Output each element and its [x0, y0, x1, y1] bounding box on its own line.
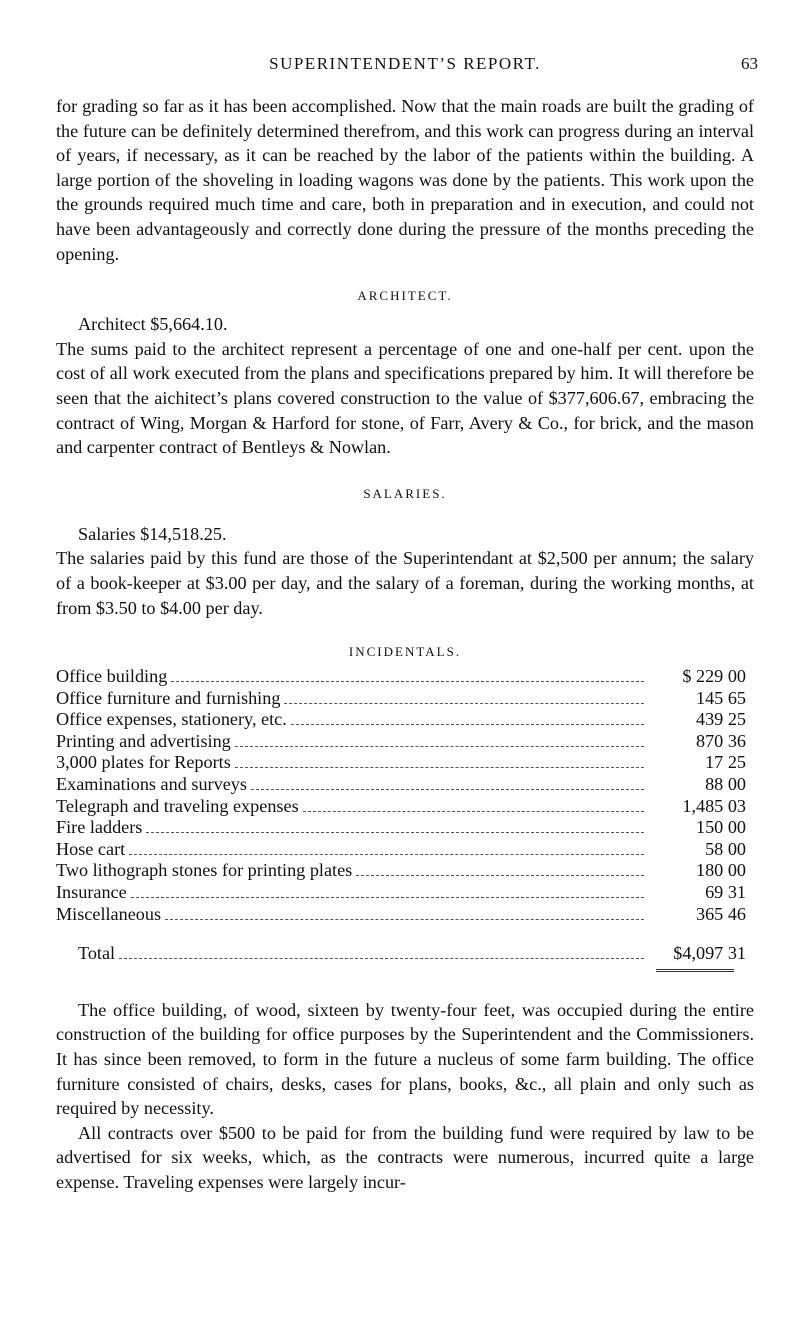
ledger-label: Examinations and surveys: [56, 774, 247, 795]
ledger-row: [56, 904, 754, 926]
ledger-row: [56, 839, 754, 861]
ledger-amount: 69 31: [705, 882, 746, 903]
dot-leader: [284, 703, 644, 704]
ledger-amount: 180 00: [695, 860, 746, 881]
dot-leader: [119, 958, 644, 959]
ledger-row: [56, 752, 754, 774]
ledger-amount: 88 00: [705, 774, 746, 795]
salaries-paragraph: The salaries paid by this fund are those of the Superintendant at $2,500 per annum; the salary of a book-keeper at $3.00 per day, and the salary of a foreman, during the working months, at from $3.50 to $4.00 per day.: [56, 548, 754, 618]
ledger-row: [56, 774, 754, 796]
ledger-amount: 439 25: [695, 709, 746, 730]
spacer: [56, 972, 754, 998]
ledger-label: Miscellaneous: [56, 903, 162, 924]
ledger-label: Insurance: [56, 882, 127, 903]
ledger-row: [56, 817, 754, 839]
dot-leader: [129, 854, 644, 855]
ledger-amount: 1,485 03: [682, 795, 746, 816]
dot-leader: [235, 746, 644, 747]
ledger-label: Telegraph and traveling expenses: [56, 795, 299, 816]
page-number: 63: [741, 54, 758, 73]
body-text: [56, 94, 754, 1195]
ledger-row: [56, 666, 754, 688]
dot-leader: [131, 897, 644, 898]
incidentals-heading: INCIDENTALS.: [348, 644, 462, 660]
ledger-total-row: [56, 943, 754, 965]
ledger-row: [56, 688, 754, 710]
page-header: [56, 54, 758, 78]
ledger-amount: 870 36: [695, 730, 746, 751]
ledger-label: 3,000 plates for Reports: [56, 752, 231, 773]
dot-leader: [146, 832, 644, 833]
running-title: SUPERINTENDENT’S REPORT.: [269, 54, 541, 73]
dot-leader: [251, 789, 644, 790]
incidentals-ledger: [56, 666, 754, 972]
ledger-label: Two lithograph stones for printing plates: [56, 860, 353, 881]
ledger-label: Office furniture and furnishing: [56, 687, 281, 708]
intro-paragraph: for grading so far as it has been accomplished. Now that the main roads are built the grading of the future can be definitely determined therefrom, and this work can progress during an interval of years, if necessary, as it can be reached by the labor of the patients within the building. A large portion of the shoveling in loading wagons was done by the patients. This work upon the the grounds required much time and care, both in preparation and in execution, and could not have been advantageously and correctly done during the pressure of the months preceding the opening.: [56, 96, 754, 264]
ledger-amount: 145 65: [695, 687, 746, 708]
ledger-amount: $ 229 00: [682, 666, 746, 687]
ledger-row: [56, 796, 754, 818]
ledger-amount: 58 00: [705, 838, 746, 859]
document-page: [56, 0, 758, 1321]
ledger-label: Printing and advertising: [56, 730, 231, 751]
ledger-label: Office expenses, stationery, etc.: [56, 709, 287, 730]
architect-heading: ARCHITECT.: [357, 288, 453, 304]
dot-leader: [171, 681, 644, 682]
ledger-row: [56, 731, 754, 753]
architect-amount: Architect $5,664.10.: [78, 314, 228, 335]
ledger-label: Office building: [56, 666, 168, 687]
ledger-label: Fire ladders: [56, 817, 143, 838]
dot-leader: [235, 767, 644, 768]
dot-leader: [165, 919, 644, 920]
office-building-paragraph: The office building, of wood, sixteen by twenty-four feet, was occupied during the entire construction of the building for office purposes by the Superintendent and the Commissioners. It has since been removed, to form in the future a nucleus of some farm building. The office furniture consisted of chairs, desks, cases for plans, books, &c., all plain and only such as required by necessity.: [56, 999, 754, 1119]
salaries-amount: Salaries $14,518.25.: [78, 523, 227, 544]
salaries-heading: SALARIES.: [363, 485, 447, 501]
dot-leader: [291, 724, 644, 725]
ledger-row: [56, 709, 754, 731]
total-amount: $4,097 31: [673, 943, 746, 964]
ledger-row: [56, 860, 754, 882]
ledger-amount: 17 25: [705, 752, 746, 773]
ledger-row: [56, 882, 754, 904]
dot-leader: [356, 875, 644, 876]
contracts-paragraph: All contracts over $500 to be paid for from the building fund were required by law to be advertised for six weeks, which, as the contracts were numerous, incurred quite a large expense. Traveling expenses were largely incur-: [56, 1122, 754, 1192]
dot-leader: [303, 811, 644, 812]
total-label: Total: [78, 943, 116, 964]
architect-paragraph: The sums paid to the architect represent a percentage of one and one-half per cent. upon the cost of all work executed from the plans and specifications prepared by him. It will therefore be seen that the aichitect’s plans covered construction to the value of $377,606.67, embracing the contract of Wing, Morgan & Harford for stone, of Farr, Avery & Co., for brick, and the mason and carpenter contract of Bentleys & Nowlan.: [56, 338, 754, 458]
ledger-amount: 150 00: [695, 817, 746, 838]
ledger-amount: 365 46: [695, 903, 746, 924]
ledger-label: Hose cart: [56, 838, 126, 859]
